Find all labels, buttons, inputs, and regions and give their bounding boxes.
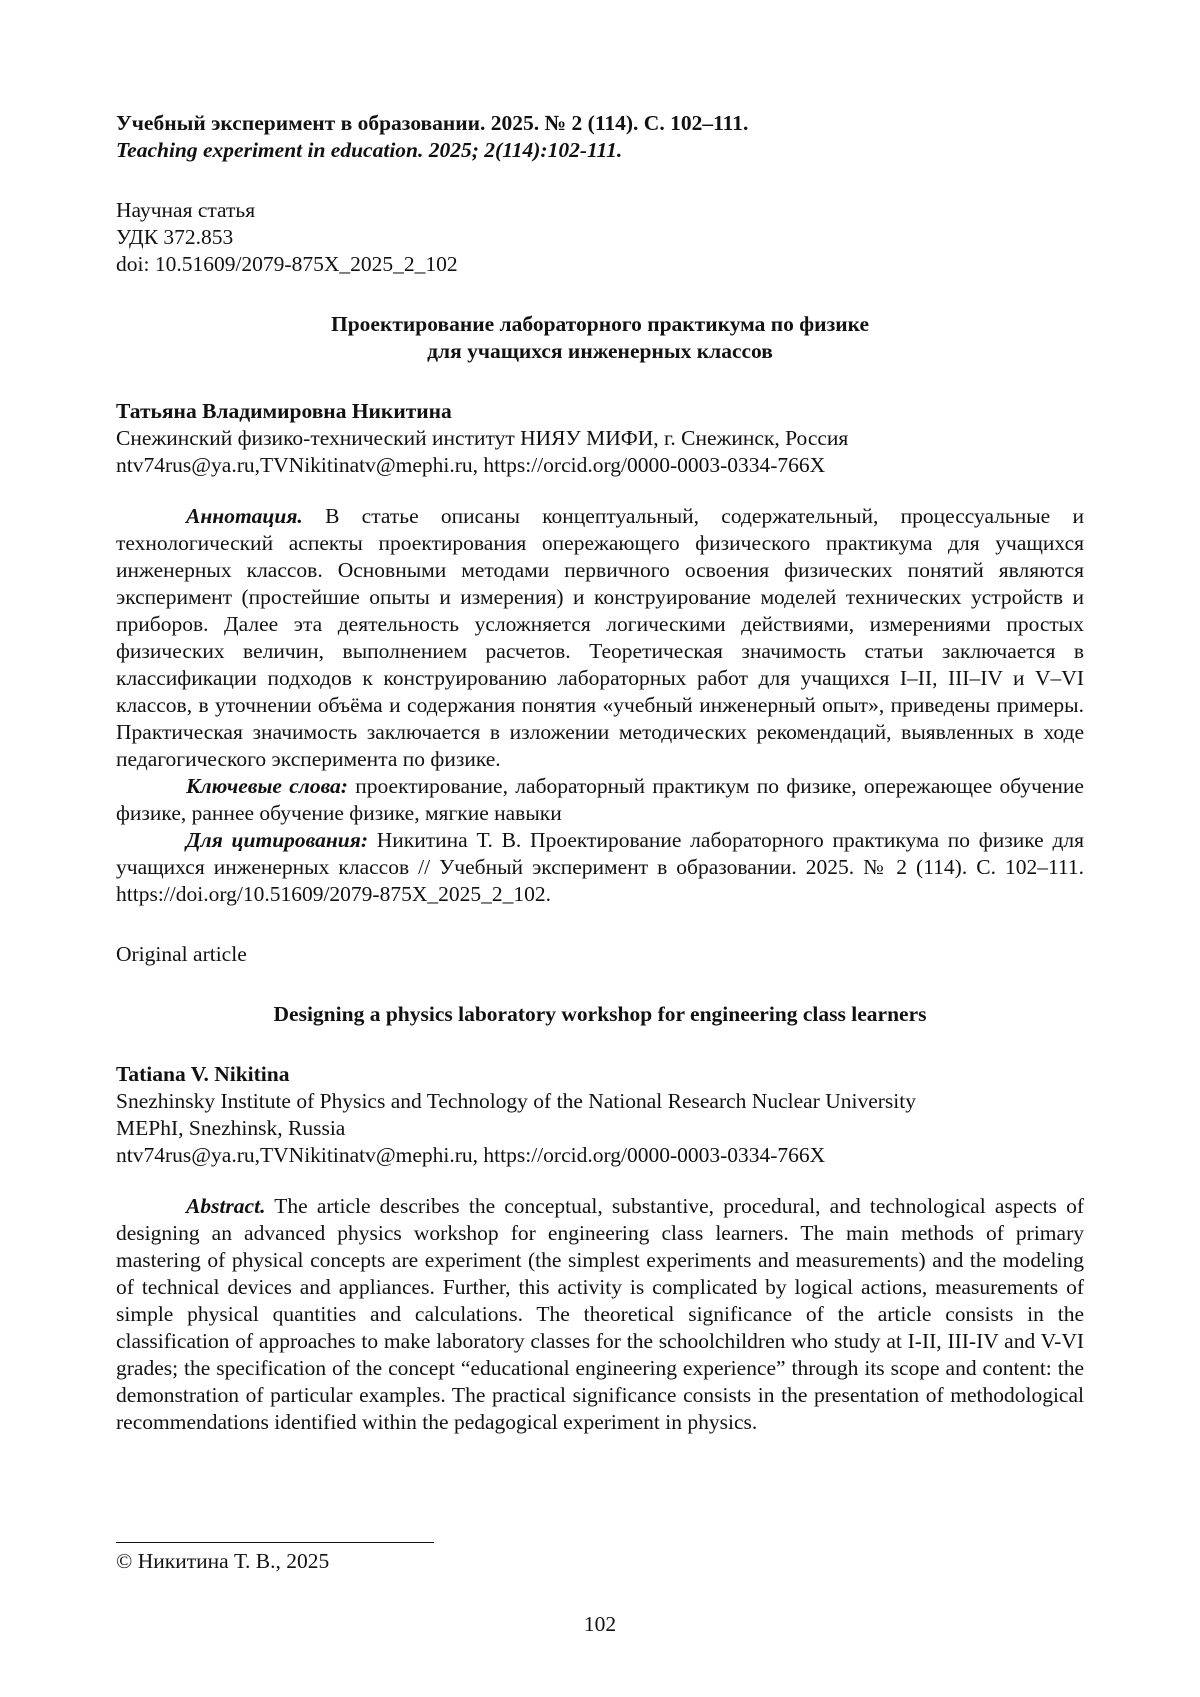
affiliation-ru: Снежинский физико-технический институт НИЯУ МИФИ, г. Снежинск, Россия xyxy=(116,426,849,450)
contacts-en: ntv74rus@ya.ru,TVNikitinatv@mephi.ru, https://orcid.org/0000-0003-0334-766X xyxy=(116,1143,826,1167)
journal-citation-en: Teaching experiment in education. 2025; 2(114):102-111. xyxy=(116,138,623,162)
keywords-text-ru: проектирование, лабораторный практикум по физике, опережающее обучение физике, раннее обучение физике, мягкие навыки xyxy=(116,774,1084,825)
abstract-label-ru: Аннотация. xyxy=(186,504,303,528)
article-type-ru: Научная статья xyxy=(116,198,256,222)
citation-label-ru: Для цитирования: xyxy=(186,828,368,852)
journal-citation-ru: Учебный эксперимент в образовании. 2025. № 2 (114). С. 102–111. xyxy=(116,111,749,135)
author-name-ru: Татьяна Владимировна Никитина xyxy=(116,399,452,423)
abstract-text-en: The article describes the conceptual, substantive, procedural, and technological aspects of designing an advanced physics workshop for engineering class learners. The main methods of primary mastering of physical concepts are experiment (the simplest experiments and measurements) and the modeling of technical devices and appliances. Further, this activity is complicated by logical actions, measurements of simple physical quantities and calculations. The theoretical significance of the article consists in the classification of approaches to make laboratory classes for the schoolchildren who study at I-II, III-IV and V-VI grades; the specification of the concept “educational engineering experience” through its scope and content: the demonstration of particular examples. The practical significance consists in the presentation of methodological recommendations identified within the pedagogical experiment in physics. xyxy=(116,1194,1084,1434)
affiliation-en-line1: Snezhinsky Institute of Physics and Technology of the National Research Nuclear University xyxy=(116,1089,916,1113)
article-title-ru-line1: Проектирование лабораторного практикума по физике xyxy=(331,312,869,336)
page-number: 102 xyxy=(583,1612,617,1636)
citation-text-ru: Никитина Т. В. Проектирование лабораторного практикума по физике для учащихся инженерных классов // Учебный эксперимент в образовании. 2025. № 2 (114). С. 102–111. https://doi.org/10.51609/2079-875X_2025_2_102. xyxy=(116,828,1084,906)
udc-code: УДК 372.853 xyxy=(116,225,234,249)
page-content xyxy=(116,110,1084,1436)
abstract-ru xyxy=(116,503,1084,773)
affiliation-en-line2: MEPhI, Snezhinsk, Russia xyxy=(116,1116,346,1140)
keywords-ru xyxy=(116,773,1084,827)
doi: doi: 10.51609/2079-875X_2025_2_102 xyxy=(116,252,458,276)
footnote-divider xyxy=(116,1542,434,1543)
abstract-label-en: Abstract. xyxy=(186,1194,266,1218)
article-title-en: Designing a physics laboratory workshop for engineering class learners xyxy=(273,1002,927,1026)
author-name-en: Tatiana V. Nikitina xyxy=(116,1062,290,1086)
copyright-notice: © Никитина Т. В., 2025 xyxy=(116,1549,330,1573)
abstract-text-ru: В статье описаны концептуальный, содержательный, процессуальные и технологический аспекты проектирования опережающего физического практикума для учащихся инженерных классов. Основными методами первичного освоения физических понятий являются эксперимент (простейшие опыты и измерения) и конструирование моделей технических устройств и приборов. Далее эта деятельность усложняется логическими действиями, измерениями простых физических величин, выполнением расчетов. Теоретическая значимость статьи заключается в классификации подходов к конструированию лабораторных работ для учащихся I–II, III–IV и V–VI классов, в уточнении объёма и содержания понятия «учебный инженерный опыт», приведены примеры. Практическая значимость заключается в изложении методических рекомендаций, выявленных в ходе педагогического эксперимента по физике. xyxy=(116,504,1084,771)
article-title-ru-line2: для учащихся инженерных классов xyxy=(427,339,773,363)
article-type-en: Original article xyxy=(116,942,247,966)
contacts-ru: ntv74rus@ya.ru,TVNikitinatv@mephi.ru, https://orcid.org/0000-0003-0334-766X xyxy=(116,453,826,477)
keywords-label-ru: Ключевые слова: xyxy=(186,774,348,798)
citation-ru xyxy=(116,827,1084,908)
abstract-en xyxy=(116,1193,1084,1436)
